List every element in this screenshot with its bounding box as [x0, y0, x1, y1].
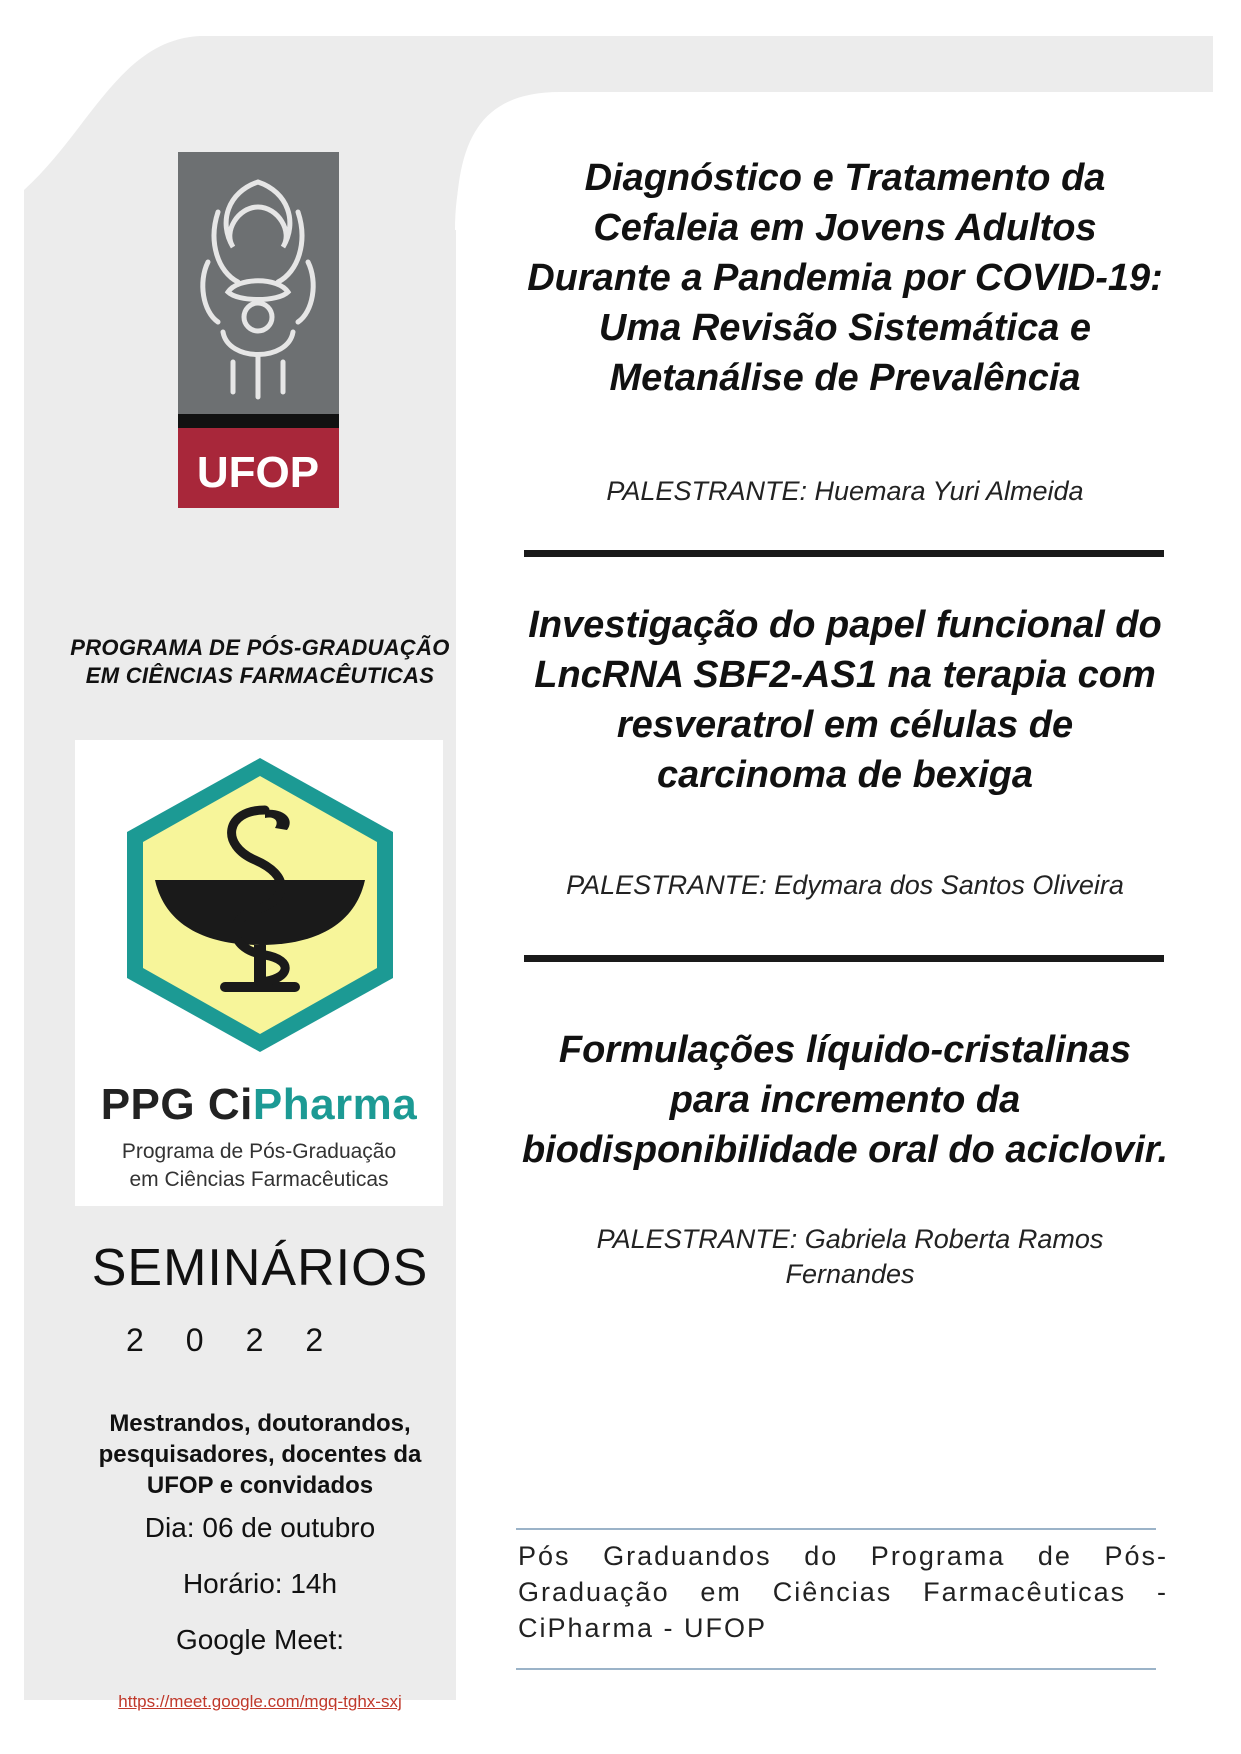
program-title: PROGRAMA DE PÓS-GRADUAÇÃO EM CIÊNCIAS FARMACÊUTICAS: [70, 635, 450, 688]
talk-2-title: Investigação do papel funcional do LncRNA SBF2-AS1 na terapia com resveratrol em células de carcinoma de bexiga: [528, 604, 1162, 796]
footer-rule-bottom: [516, 1668, 1156, 1670]
event-date: Dia: 06 de outubro: [144, 1512, 376, 1543]
cipharma-logo: [75, 740, 443, 1206]
cipharma-subtitle-line2: em Ciências Farmacêuticas: [129, 1168, 389, 1191]
divider-2: [524, 955, 1164, 962]
talk-3-title: Formulações líquido-cristalinas para incremento da biodisponibilidade oral do aciclovir.: [521, 1029, 1169, 1171]
event-audience: Mestrandos, doutorandos, pesquisadores, docentes da UFOP e convidados: [98, 1410, 422, 1499]
ufop-logo: [178, 152, 339, 508]
footer-rule-top: [516, 1528, 1156, 1530]
ufop-logo-text: UFOP: [196, 448, 320, 497]
talk-3-speaker: PALESTRANTE: Gabriela Roberta Ramos Fernandes: [596, 1224, 1104, 1289]
cipharma-name-prefix: PPG Ci: [100, 1080, 253, 1129]
divider-1: [524, 550, 1164, 557]
event-title: SEMINÁRIOS: [91, 1239, 429, 1297]
footer-text: Pós Graduandos do Programa de Pós-Graduação em Ciências Farmacêuticas - CiPharma - UFOP: [518, 1541, 1168, 1643]
cipharma-name: [75, 1080, 443, 1130]
event-year: 2022: [126, 1322, 366, 1358]
talk-2-speaker: PALESTRANTE: Edymara dos Santos Oliveira: [566, 870, 1124, 900]
pharmacy-symbol-icon: [115, 750, 405, 1060]
event-platform: Google Meet:: [175, 1624, 345, 1655]
talk-1-speaker: PALESTRANTE: Huemara Yuri Almeida: [606, 476, 1084, 506]
cipharma-subtitle-line1: Programa de Pós-Graduação: [121, 1140, 397, 1163]
cipharma-subtitle: [75, 1138, 443, 1194]
cipharma-name-accent: Pharma: [252, 1080, 418, 1129]
event-time: Horário: 14h: [182, 1568, 338, 1599]
talk-1-title: Diagnóstico e Tratamento da Cefaleia em Jovens Adultos Durante a Pandemia por COVID-19: Uma Revisão Sistemática e Metanálise de Prevalência: [527, 157, 1163, 399]
meet-link[interactable]: https://meet.google.com/mgq-tghx-sxj: [118, 1692, 402, 1711]
